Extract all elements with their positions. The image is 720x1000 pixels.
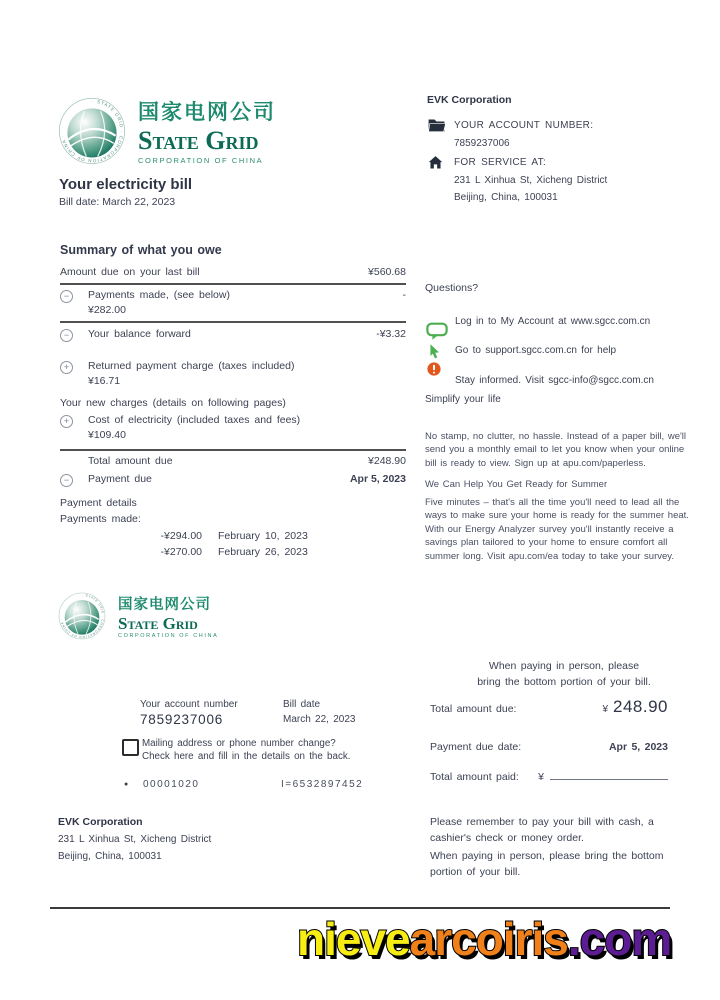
chat-bubble-icon xyxy=(426,322,448,341)
summary-row-payments-made xyxy=(60,285,406,323)
payment-entry-date: February 26, 2023 xyxy=(218,546,308,558)
plus-circle-icon: + xyxy=(60,361,73,374)
stub-total-due-label: Total amount due: xyxy=(430,703,517,715)
stub-total-due-row xyxy=(430,697,668,717)
currency-symbol: ¥ xyxy=(538,771,544,783)
address-change-text xyxy=(142,737,392,763)
payments-made-amount: ¥282.00 xyxy=(88,304,126,316)
stub-code-left: 00001020 xyxy=(143,779,200,790)
mailing-address-1: 231 L Xinhua St, Xicheng District xyxy=(58,834,212,845)
bill-date: Bill date: March 22, 2023 xyxy=(59,196,176,208)
brand-chinese-name: 国家电网公司 xyxy=(118,597,211,613)
footer-divider xyxy=(50,907,670,909)
watermark-part-3: .com xyxy=(567,913,672,965)
bill-title: Your electricity bill xyxy=(59,176,193,193)
questions-title: Questions? xyxy=(425,282,479,294)
svg-text:· STATE GRID · CORPORATION OF: · STATE GRID · CORPORATION OF CHINA · xyxy=(59,98,125,163)
stub-bill-date-value: March 22, 2023 xyxy=(283,714,356,725)
payment-reminder-1: Please remember to pay your bill with cash, a cashier's check or money order. xyxy=(430,816,654,844)
questions-item-login: Log in to My Account at www.sgcc.com.cn xyxy=(455,316,651,327)
payments-made-heading: Payments made: xyxy=(60,513,141,525)
summary-row-last-bill xyxy=(60,264,406,285)
total-due-value: ¥248.90 xyxy=(368,455,406,467)
stub-amount-paid-row xyxy=(430,768,668,783)
address-change-checkbox[interactable] xyxy=(122,739,139,756)
amount-paid-fill-line xyxy=(550,768,668,780)
state-grid-logo xyxy=(58,96,276,165)
account-number-label: YOUR ACCOUNT NUMBER: xyxy=(454,120,594,131)
notice-line-1: When paying in person, please xyxy=(488,660,640,672)
payment-entry-amount: -¥294.00 xyxy=(160,530,202,542)
balance-forward-value: -¥3.32 xyxy=(376,328,406,340)
payment-due-date: Apr 5, 2023 xyxy=(349,473,406,485)
payment-details-title: Payment details xyxy=(60,497,137,509)
alert-icon xyxy=(427,362,441,376)
electricity-cost-label: Cost of electricity (included taxes and fees) xyxy=(88,414,301,426)
notice-line-2: bring the bottom portion of your bill. xyxy=(477,676,651,689)
brand-english-name: State Grid xyxy=(138,126,259,155)
service-address-1: 231 L Xinhua St, Xicheng District xyxy=(454,175,608,186)
service-address-2: Beijing, China, 100031 xyxy=(454,192,558,203)
stub-due-date-row xyxy=(430,741,668,753)
brand-subtitle: CORPORATION OF CHINA xyxy=(138,156,264,165)
state-grid-globe-icon xyxy=(58,592,106,640)
state-grid-globe-icon xyxy=(58,97,126,165)
checkbox-line-2: Check here and fill in the details on the back. xyxy=(142,751,351,763)
total-due-label: Total amount due xyxy=(88,455,173,467)
bring-bottom-portion-notice xyxy=(426,658,702,691)
summary-row-electricity-cost xyxy=(60,411,406,451)
currency-symbol: ¥ xyxy=(602,704,608,715)
payment-entry-amount: -¥270.00 xyxy=(160,546,202,558)
payment-entry xyxy=(130,544,406,560)
paperless-paragraph: No stamp, no clutter, no hassle. Instead of a paper bill, we'll send you a monthly email to let you know when your online bill is ready to view. Sign up at apu.com/paperless. xyxy=(425,431,687,469)
stub-code-right: I=6532897452 xyxy=(281,779,364,790)
folder-icon xyxy=(427,117,446,133)
payments-made-dash: - xyxy=(402,289,406,301)
watermark-part-2: arcoiris xyxy=(409,913,568,965)
summary-row-returned-charge xyxy=(60,350,406,392)
brand-subtitle: CORPORATION OF CHINA xyxy=(118,633,219,639)
simplify-your-life: Simplify your life xyxy=(425,394,501,405)
mailing-company: EVK Corporation xyxy=(58,816,143,828)
returned-charge-amount: ¥16.71 xyxy=(88,375,121,387)
last-bill-value: ¥560.68 xyxy=(368,266,406,278)
home-icon xyxy=(428,155,443,170)
watermark-logo xyxy=(297,912,671,966)
minus-circle-icon: − xyxy=(60,474,73,487)
minus-circle-icon: − xyxy=(60,290,73,303)
stub-due-date-label: Payment due date: xyxy=(430,741,522,753)
watermark-part-1: nieve xyxy=(297,913,410,965)
stub-account-label: Your account number xyxy=(140,699,238,710)
service-at-label: FOR SERVICE AT: xyxy=(454,157,547,168)
summary-row-balance-forward xyxy=(60,323,406,350)
electricity-cost-amount: ¥109.40 xyxy=(88,429,126,441)
stub-account-number: 7859237006 xyxy=(140,712,224,727)
customer-company: EVK Corporation xyxy=(427,94,512,106)
summer-paragraph: Five minutes – that's all the time you'll need to lead all the ways to make sure your home is ready for the summer heat. With our Energy Analyzer survey you'll instantly receive a savings plan tailored to your home to ensure comfort all summer long. Visit apu.com/ea today to take your survey. xyxy=(425,497,689,562)
stub-amount-paid-label: Total amount paid: xyxy=(430,771,519,783)
state-grid-logo-small xyxy=(58,592,218,640)
account-number-value: 7859237006 xyxy=(454,138,510,149)
summary-title: Summary of what you owe xyxy=(60,243,222,257)
questions-item-stay-informed: Stay informed. Visit sgcc-info@sgcc.com.cn xyxy=(455,375,654,386)
stub-total-due-value: 248.90 xyxy=(613,697,668,716)
summary-of-what-you-owe xyxy=(60,243,406,560)
mailing-address-2: Beijing, China, 100031 xyxy=(58,851,162,862)
summary-row-payment-due xyxy=(60,469,406,489)
payments-made-label: Payments made, (see below) xyxy=(88,289,230,301)
last-bill-label: Amount due on your last bill xyxy=(60,266,200,278)
returned-charge-label: Returned payment charge (taxes included) xyxy=(88,360,295,372)
payment-entry-date: February 10, 2023 xyxy=(218,530,308,542)
cursor-icon xyxy=(428,343,441,360)
new-charges-label: Your new charges (details on following pages) xyxy=(60,397,286,409)
brand-chinese-name: 国家电网公司 xyxy=(138,100,276,124)
payment-due-label: Payment due xyxy=(88,473,152,485)
stub-bill-date-label: Bill date xyxy=(283,699,321,710)
brand-english-name: State Grid xyxy=(118,614,198,633)
plus-circle-icon: + xyxy=(60,415,73,428)
balance-forward-label: Your balance forward xyxy=(88,328,191,340)
payment-entry xyxy=(130,528,406,544)
stub-due-date-value: Apr 5, 2023 xyxy=(608,741,668,753)
checkbox-line-1: Mailing address or phone number change? xyxy=(142,738,336,749)
minus-circle-icon: − xyxy=(60,329,73,342)
summary-row-total-due xyxy=(60,451,406,469)
payment-reminder-2: When paying in person, please bring the bottom portion of your bill. xyxy=(430,850,664,878)
questions-item-support: Go to support.sgcc.com.cn for help xyxy=(455,345,617,356)
bullet-icon: ● xyxy=(124,781,129,788)
summer-help-title: We Can Help You Get Ready for Summer xyxy=(425,479,608,490)
svg-text:· STATE GRID · CORPORATION OF: · STATE GRID · CORPORATION OF CHINA · xyxy=(59,592,106,640)
